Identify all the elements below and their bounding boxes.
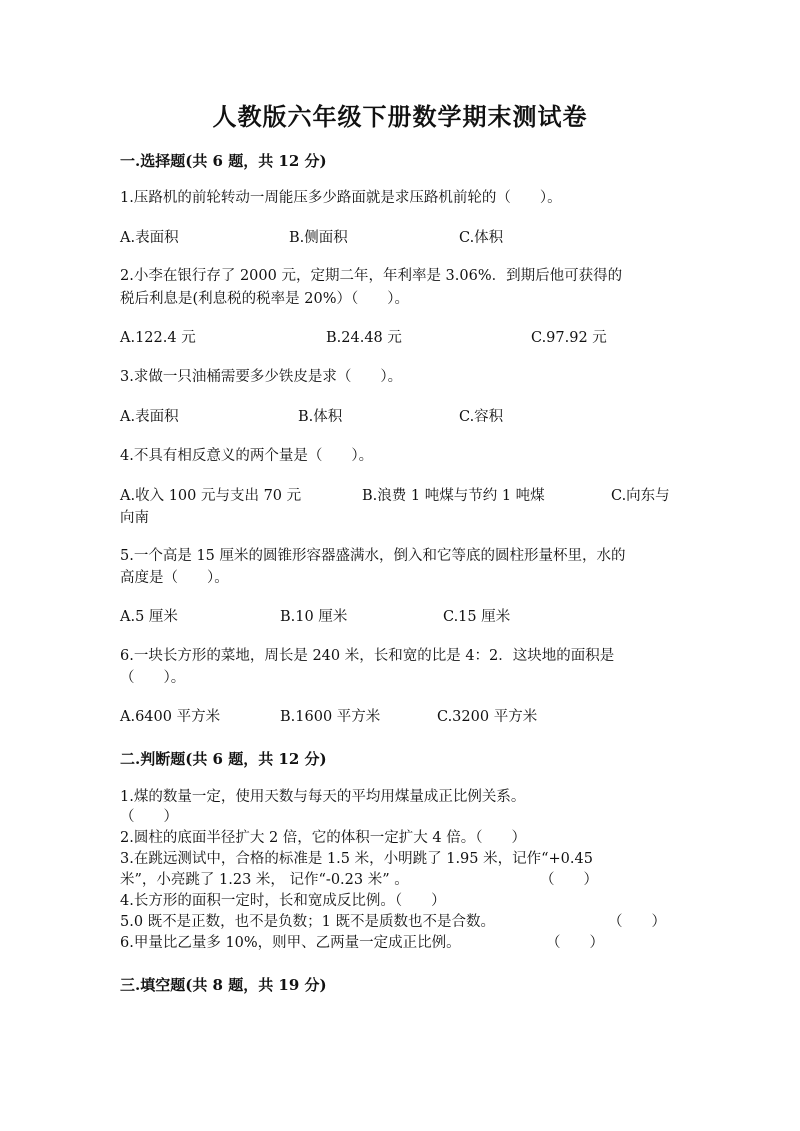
judge-4: 4.长方形的面积一定时，长和宽成反比例。（ ）	[120, 893, 446, 909]
q3-option-a: A.表面积	[120, 409, 179, 425]
judge-3-line-2: 米”，小亮跳了 1.23 米， 记作“-0.23 米” 。	[120, 872, 409, 888]
q5-option-a: A.5 厘米	[120, 609, 178, 625]
q3-option-b: B.体积	[298, 409, 343, 425]
q6-option-c: C.3200 平方米	[437, 709, 538, 725]
judge-2: 2.圆柱的底面半径扩大 2 倍，它的体积一定扩大 4 倍。（ ）	[120, 830, 526, 846]
q5-option-c: C.15 厘米	[443, 609, 511, 625]
question-5-line-2: 高度是（ ）。	[120, 570, 229, 586]
question-4: 4.不具有相反意义的两个量是（ ）。	[120, 448, 374, 464]
q4-option-c-wrap: 向南	[120, 510, 149, 526]
q2-option-a: A.122.4 元	[120, 330, 196, 346]
question-3: 3.求做一只油桶需要多少铁皮是求（ ）。	[120, 369, 403, 385]
judge-6-bracket: （ ）	[546, 935, 604, 951]
q4-option-b: B.浪费 1 吨煤与节约 1 吨煤	[362, 488, 545, 504]
question-6-line-1: 6.一块长方形的菜地，周长是 240 米，长和宽的比是 4：2．这块地的面积是	[120, 648, 615, 664]
judge-3-bracket: （ ）	[540, 872, 598, 888]
page-title: 人教版六年级下册数学期末测试卷	[212, 102, 588, 131]
question-6-line-2: （ ）。	[120, 670, 186, 686]
section-heading-judge: 二.判断题(共 6 题，共 12 分)	[120, 750, 327, 768]
q3-option-c: C.容积	[459, 409, 504, 425]
question-1: 1.压路机的前轮转动一周能压多少路面就是求压路机前轮的（ ）。	[120, 190, 562, 206]
q1-option-b: B.侧面积	[289, 230, 348, 246]
q6-option-a: A.6400 平方米	[120, 709, 221, 725]
question-2-line-2: 税后利息是(利息税的税率是 20%）（ ）。	[120, 291, 409, 307]
q1-option-c: C.体积	[459, 230, 504, 246]
question-2-line-1: 2.小李在银行存了 2000 元，定期二年，年利率是 3.06%．到期后他可获得的	[120, 268, 623, 284]
judge-6-text: 6.甲量比乙量多 10%，则甲、乙两量一定成正比例。	[120, 935, 461, 951]
section-heading-fill: 三.填空题(共 8 题，共 19 分)	[120, 976, 327, 994]
judge-1-bracket: （ ）	[120, 809, 178, 825]
q4-option-a: A.收入 100 元与支出 70 元	[120, 488, 302, 504]
q1-option-a: A.表面积	[120, 230, 179, 246]
q5-option-b: B.10 厘米	[280, 609, 348, 625]
q4-option-c: C.向东与	[611, 488, 670, 504]
q6-option-b: B.1600 平方米	[280, 709, 381, 725]
judge-5-text: 5.0 既不是正数，也不是负数；1 既不是质数也不是合数。	[120, 914, 496, 930]
judge-5-bracket: （ ）	[608, 914, 666, 930]
question-5-line-1: 5.一个高是 15 厘米的圆锥形容器盛满水，倒入和它等底的圆柱形量杯里，水的	[120, 548, 626, 564]
section-heading-choice: 一.选择题(共 6 题，共 12 分)	[120, 152, 327, 170]
judge-3-line-1: 3.在跳远测试中，合格的标准是 1.5 米，小明跳了 1.95 米，记作“+0.45	[120, 851, 593, 867]
q2-option-b: B.24.48 元	[326, 330, 402, 346]
judge-1-text: 1.煤的数量一定，使用天数与每天的平均用煤量成正比例关系。	[120, 789, 526, 805]
q2-option-c: C.97.92 元	[531, 330, 607, 346]
